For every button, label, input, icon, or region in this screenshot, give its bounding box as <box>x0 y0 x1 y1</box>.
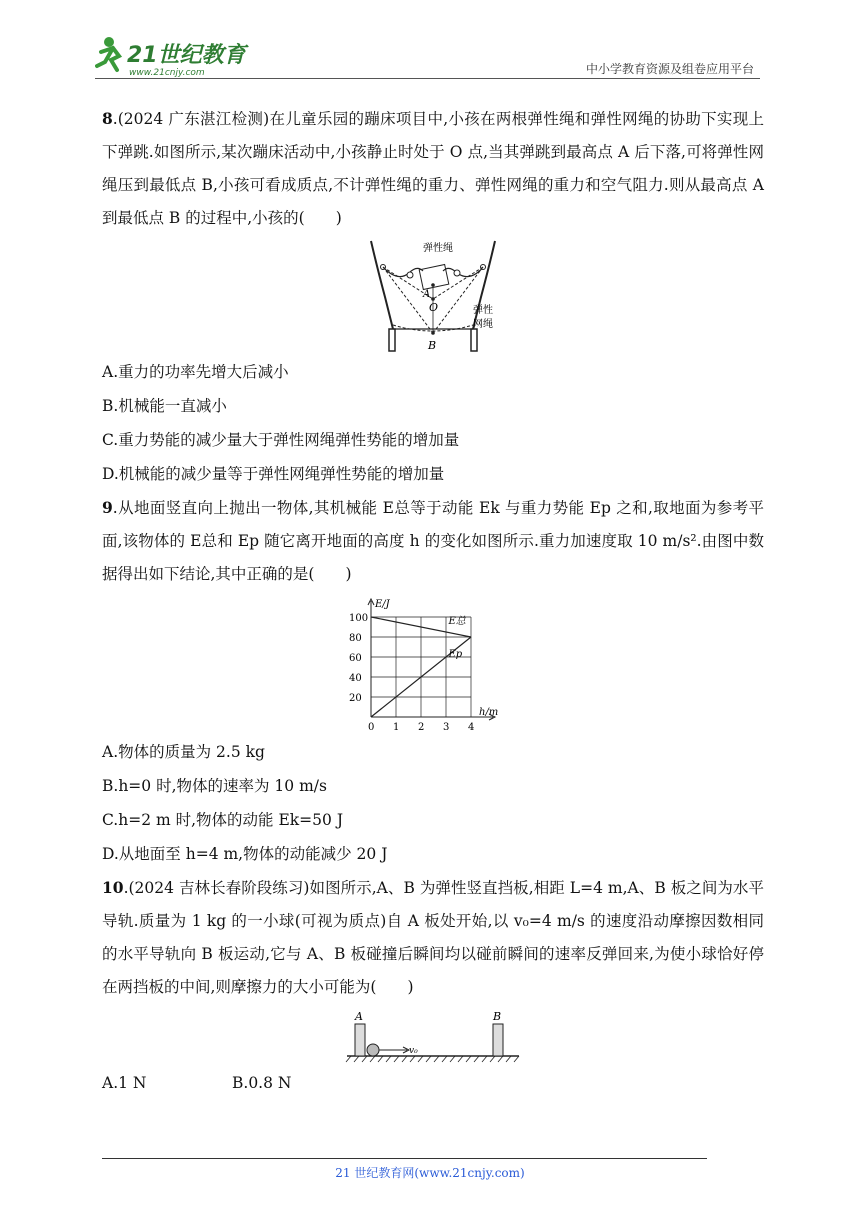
label-v0: v₀ <box>409 1046 418 1056</box>
option-9d: D.从地面至 h=4 m,物体的动能减少 20 J <box>102 845 388 863</box>
header-divider <box>95 78 760 79</box>
label-point-O: O <box>429 301 439 314</box>
option-9b: B.h=0 时,物体的速率为 10 m/s <box>102 777 327 795</box>
series-label-0: E总 <box>448 616 466 627</box>
question-text: .(2024 吉林长春阶段练习)如图所示,A、B 为弹性竖直挡板,相距 L=4 m,A、B 板之间为水平导轨.质量为 1 kg 的一小球(可视为质点)自 A 板处开始,以 v₀=4 m/s 的速度沿动摩擦因数相同的水平导轨向 B 板运动,它与 A、B 板碰撞后瞬间均以碰前瞬间的速率反弹回来,为使小球恰好停在两挡板的中间,则摩擦力的大小可能为( ) <box>102 879 764 996</box>
question-number: 8 <box>102 109 113 128</box>
label-point-B: B <box>428 339 437 352</box>
trampoline-figure <box>363 237 503 355</box>
rail-figure <box>343 1010 523 1066</box>
label-plate-B: B <box>493 1010 502 1023</box>
options-row-10 <box>102 1066 764 1100</box>
document-body <box>102 102 764 1100</box>
y-tick-label: 100 <box>349 613 369 624</box>
y-tick-label: 20 <box>349 693 362 704</box>
question-10 <box>102 871 764 1004</box>
x-tick-label: 4 <box>468 722 475 733</box>
label-net-1: 弹性 <box>473 305 493 316</box>
option-8c: C.重力势能的减少量大于弹性网绳弹性势能的增加量 <box>102 431 460 449</box>
label-elastic-rope: 弹性绳 <box>423 243 453 254</box>
question-8 <box>102 102 764 235</box>
option-8a: A.重力的功率先增大后减小 <box>102 363 289 381</box>
question-number: 10 <box>102 878 124 897</box>
y-tick-label: 40 <box>349 673 362 684</box>
option-9c: C.h=2 m 时,物体的动能 Ek=50 J <box>102 811 344 829</box>
energy-height-chart <box>343 595 523 735</box>
option-8d: D.机械能的减少量等于弹性网绳弹性势能的增加量 <box>102 465 445 483</box>
header-platform-text: 中小学教育资源及组卷应用平台 <box>585 62 754 76</box>
label-net-2: 网绳 <box>473 319 493 330</box>
footer-text: 21 世纪教育网(www.21cnjy.com) <box>335 1166 525 1180</box>
question-number: 9 <box>102 498 113 517</box>
x-tick-label: 2 <box>418 722 425 733</box>
x-tick-label: 0 <box>368 722 375 733</box>
page-header <box>95 30 760 80</box>
svg-text:21世纪教育: 21世纪教育 <box>127 43 246 68</box>
y-axis-label: E/J <box>375 599 390 610</box>
option-10b: B.0.8 N <box>232 1074 292 1092</box>
option-9a: A.物体的质量为 2.5 kg <box>102 743 265 761</box>
option-10a: A.1 N <box>102 1074 147 1092</box>
x-tick-label: 3 <box>443 722 450 733</box>
footer-divider <box>102 1158 707 1159</box>
label-plate-A: A <box>355 1010 363 1023</box>
question-text: .从地面竖直向上抛出一物体,其机械能 E总等于动能 Ek 与重力势能 Ep 之和,取地面为参考平面,该物体的 E总和 Ep 随它离开地面的高度 h 的变化如图所示.重力加速度取 10 m/s².由图中数据得出如下结论,其中正确的是( ) <box>102 499 764 583</box>
x-axis-label: h/m <box>479 707 499 718</box>
y-tick-label: 60 <box>349 653 362 664</box>
option-8b: B.机械能一直减小 <box>102 397 227 415</box>
series-label-1: Ep <box>448 649 463 660</box>
y-tick-label: 80 <box>349 633 362 644</box>
label-point-A: A <box>423 289 431 300</box>
question-9 <box>102 491 764 591</box>
question-text: .(2024 广东湛江检测)在儿童乐园的蹦床项目中,小孩在两根弹性绳和弹性网绳的协助下实现上下弹跳.如图所示,某次蹦床活动中,小孩静止时处于 O 点,当其弹跳到最高点 A 后下落,可将弹性网绳压到最低点 B,小孩可看成质点,不计弹性绳的重力、弹性网绳的重力和空气阻力.则从最高点 A 到最低点 B 的过程中,小孩的( ) <box>102 110 764 227</box>
svg-text:www.21cnjy.com: www.21cnjy.com <box>129 68 205 78</box>
x-tick-label: 1 <box>393 722 400 733</box>
site-logo <box>95 34 270 78</box>
